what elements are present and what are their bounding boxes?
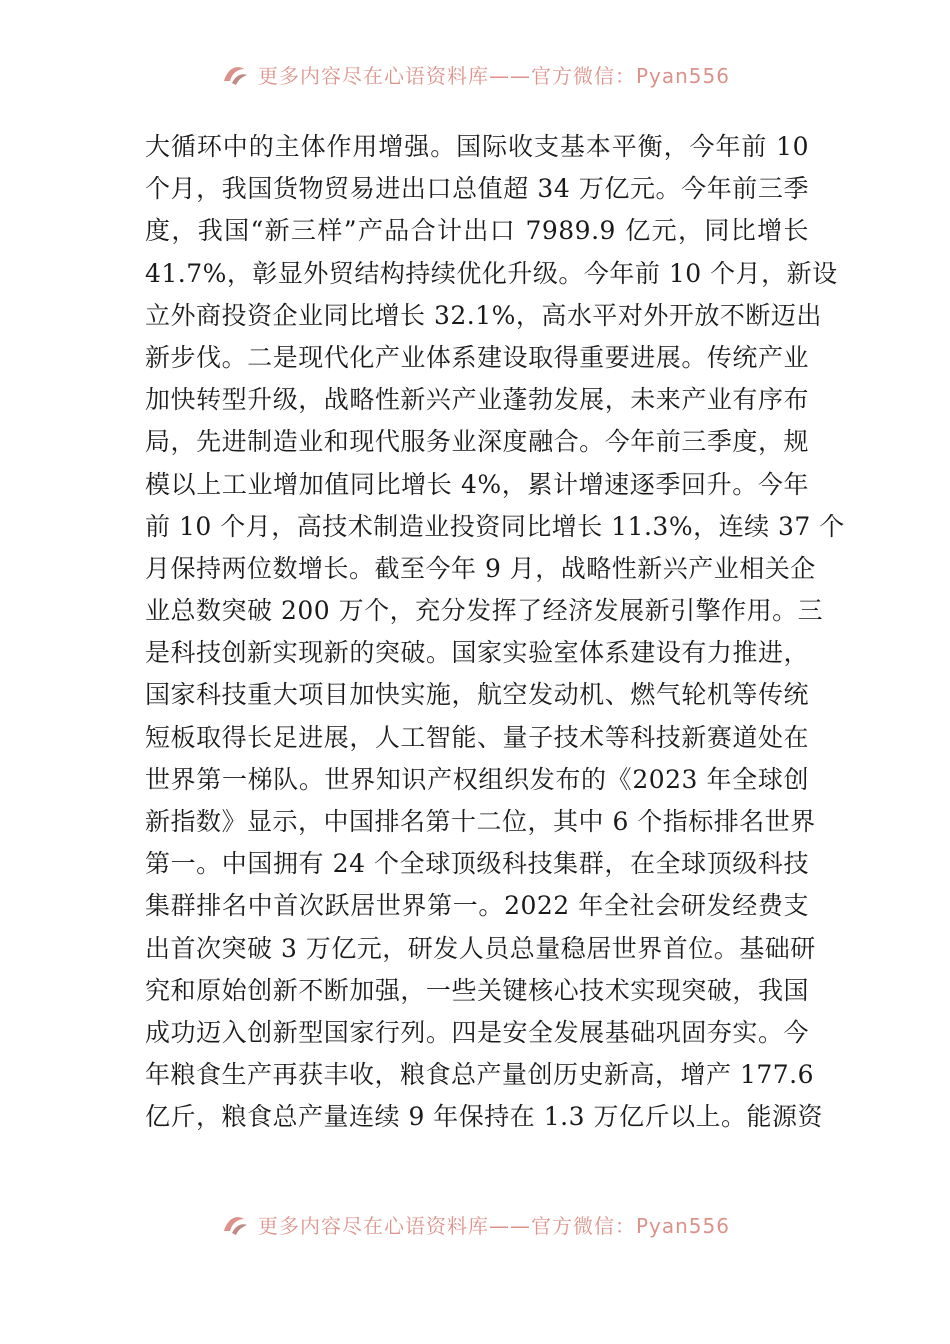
text-line: 出首次突破 3 万亿元，研发人员总量稳居世界首位。基础研	[145, 933, 816, 963]
text-line: 集群排名中首次跃居世界第一。2022 年全社会研发经费支	[145, 891, 809, 921]
text-line: 度，我国“新三样”产品合计出口 7989.9 亿元，同比增长	[145, 216, 809, 246]
text-line: 大循环中的主体作用增强。国际收支基本平衡，今年前 10	[145, 132, 809, 161]
text-line: 成功迈入创新型国家行列。四是安全发展基础巩固夯实。今	[145, 1017, 809, 1047]
text-line: 模以上工业增加值同比增长 4%，累计增速逐季回升。今年	[145, 469, 809, 499]
text-line: 立外商投资企业同比增长 32.1%，高水平对外开放不断迈出	[145, 300, 822, 330]
text-line: 前 10 个月，高技术制造业投资同比增长 11.3%，连续 37 个	[145, 511, 845, 541]
text-line: 新步伐。二是现代化产业体系建设取得重要进展。传统产业	[145, 342, 809, 372]
text-line: 世界第一梯队。世界知识产权组织发布的《2023 年全球创	[145, 764, 809, 794]
text-line: 是科技创新实现新的突破。国家实验室体系建设有力推进，	[145, 638, 809, 668]
text-line: 年粮食生产再获丰收，粮食总产量创历史新高，增产 177.6	[145, 1060, 815, 1090]
text-line: 第一。中国拥有 24 个全球顶级科技集群，在全球顶级科技	[145, 849, 809, 879]
text-line: 国家科技重大项目加快实施，航空发动机、燃气轮机等传统	[145, 680, 809, 710]
watermark-text: 更多内容尽在心语资料库——官方微信：Pyan556	[257, 1213, 730, 1238]
footer-watermark	[0, 1204, 950, 1244]
text-line: 局，先进制造业和现代服务业深度融合。今年前三季度，规	[145, 427, 809, 457]
text-line: 新指数》显示，中国排名第十二位，其中 6 个指标排名世界	[145, 807, 816, 836]
text-line: 短板取得长足进展，人工智能、量子技术等科技新赛道处在	[145, 722, 809, 752]
text-line: 亿斤，粮食总产量连续 9 年保持在 1.3 万亿斤以上。能源资	[145, 1102, 823, 1132]
document-body	[145, 126, 845, 1139]
header-watermark	[0, 54, 950, 94]
text-line: 41.7%，彰显外贸结构持续优化升级。今年前 10 个月，新设	[145, 258, 838, 288]
watermark-logo-icon	[220, 1211, 250, 1237]
watermark-logo-icon	[220, 61, 250, 87]
text-line: 业总数突破 200 万个，充分发挥了经济发展新引擎作用。三	[145, 596, 824, 626]
text-line: 月保持两位数增长。截至今年 9 月，战略性新兴产业相关企	[145, 553, 816, 583]
text-line: 加快转型升级，战略性新兴产业蓬勃发展，未来产业有序布	[145, 385, 809, 415]
text-line: 个月，我国货物贸易进出口总值超 34 万亿元。今年前三季	[145, 174, 809, 204]
watermark-text: 更多内容尽在心语资料库——官方微信：Pyan556	[257, 63, 730, 88]
text-line: 究和原始创新不断加强，一些关键核心技术实现突破，我国	[145, 975, 809, 1005]
